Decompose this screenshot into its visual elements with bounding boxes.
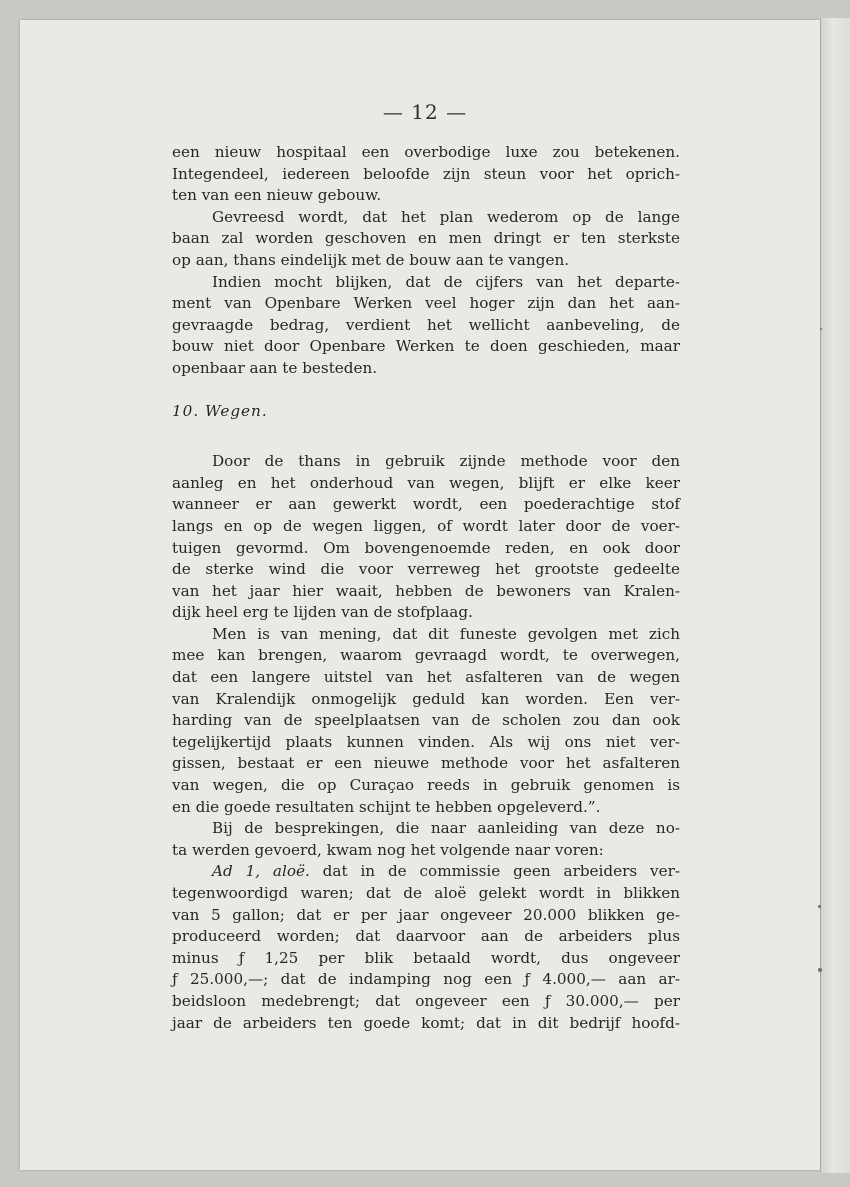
text-line: dijk heel erg te lijden van de stofplaag.	[172, 603, 473, 622]
paragraph-3	[172, 272, 680, 380]
text-line: baan zal worden geschoven en men dringt er ten sterkste	[172, 229, 680, 248]
text-line: ment van Openbare Werken veel hoger zijn dan het aan-	[172, 294, 680, 313]
paragraph-6	[172, 818, 680, 861]
text-line: tegelijkertijd plaats kunnen vinden. Als wij ons niet ver-	[172, 732, 680, 751]
text-line: Integendeel, iedereen beloofde zijn steun voor het oprich-	[172, 164, 680, 183]
ad1-label: Ad 1, aloë.	[212, 862, 310, 881]
text-line: aanleg en het onderhoud van wegen, blijft er elke keer	[172, 473, 680, 492]
paragraph-5	[172, 624, 680, 818]
text-line: dat een langere uitstel van het asfalteren van de wegen	[172, 668, 680, 687]
text-line: ten van een nieuw gebouw.	[172, 186, 382, 205]
speck-mark	[818, 905, 821, 908]
text-line: Men is van mening, dat dit funeste gevolgen met zich	[212, 624, 680, 643]
paragraph-4	[172, 451, 680, 624]
text-line	[172, 861, 680, 883]
section-heading: 10. Wegen.	[172, 401, 268, 420]
next-page-edge	[820, 18, 850, 1173]
speck-mark	[818, 968, 822, 972]
text-line: harding van de speelplaatsen van de scholen zou dan ook	[172, 711, 680, 730]
ad1-first-rest: dat in de commissie geen arbeiders ver-	[309, 862, 680, 881]
text-line: Bij de besprekingen, die naar aanleiding van deze no-	[212, 819, 680, 838]
paragraph-ad1	[172, 861, 680, 1034]
speck-mark	[820, 328, 822, 330]
text-line: de sterke wind die voor verreweg het grootste gedeelte	[172, 560, 680, 579]
text-line: van wegen, die op Curaçao reeds in gebruik genomen is	[172, 776, 680, 795]
text-line: ƒ 25.000,—; dat de indamping nog een ƒ 4.000,— aan ar-	[172, 970, 680, 989]
paragraph-2	[172, 207, 680, 272]
text-line: van 5 gallon; dat er per jaar ongeveer 20.000 blikken ge-	[172, 905, 680, 924]
text-line: gissen, bestaat er een nieuwe methode voor het asfalteren	[172, 754, 680, 773]
text-line: langs en op de wegen liggen, of wordt later door de voer-	[172, 516, 680, 535]
text-line: van het jaar hier waait, hebben de bewoners van Kralen-	[172, 581, 680, 600]
body-text	[172, 142, 680, 1034]
text-line: jaar de arbeiders ten goede komt; dat in dit bedrijf hoofd-	[172, 1013, 680, 1032]
text-line: openbaar aan te besteden.	[172, 358, 378, 377]
text-line: tegenwoordigd waren; dat de aloë gelekt wordt in blikken	[172, 884, 680, 902]
text-line: minus ƒ 1,25 per blik betaald wordt, dus ongeveer	[172, 948, 680, 967]
text-line: mee kan brengen, waarom gevraagd wordt, te overwegen,	[172, 646, 680, 665]
text-line: Door de thans in gebruik zijnde methode voor den	[212, 452, 680, 471]
text-line: ta werden gevoerd, kwam nog het volgende naar voren:	[172, 840, 604, 859]
text-line: Gevreesd wordt, dat het plan wederom op de lange	[212, 207, 680, 226]
text-line: produceerd worden; dat daarvoor aan de arbeiders plus	[172, 927, 680, 946]
text-line: Indien mocht blijken, dat de cijfers van het departe-	[212, 272, 680, 291]
text-line: gevraagde bedrag, verdient het wellicht aanbeveling, de	[172, 315, 680, 334]
text-line: beidsloon medebrengt; dat ongeveer een ƒ 30.000,— per	[172, 991, 680, 1010]
page-number: — 12 —	[382, 100, 468, 124]
text-line: bouw niet door Openbare Werken te doen geschieden, maar	[172, 337, 680, 356]
paragraph-1	[172, 142, 680, 207]
text-line: tuigen gevormd. Om bovengenoemde reden, en ook door	[172, 538, 680, 557]
text-line: een nieuw hospitaal een overbodige luxe zou betekenen.	[172, 143, 680, 161]
text-line: wanneer er aan gewerkt wordt, een poederachtige stof	[172, 495, 680, 514]
text-line: op aan, thans eindelijk met de bouw aan te vangen.	[172, 250, 570, 269]
text-line: van Kralendijk onmogelijk geduld kan worden. Een ver-	[172, 689, 680, 708]
text-line: en die goede resultaten schijnt te hebben opgeleverd.”.	[172, 797, 601, 816]
